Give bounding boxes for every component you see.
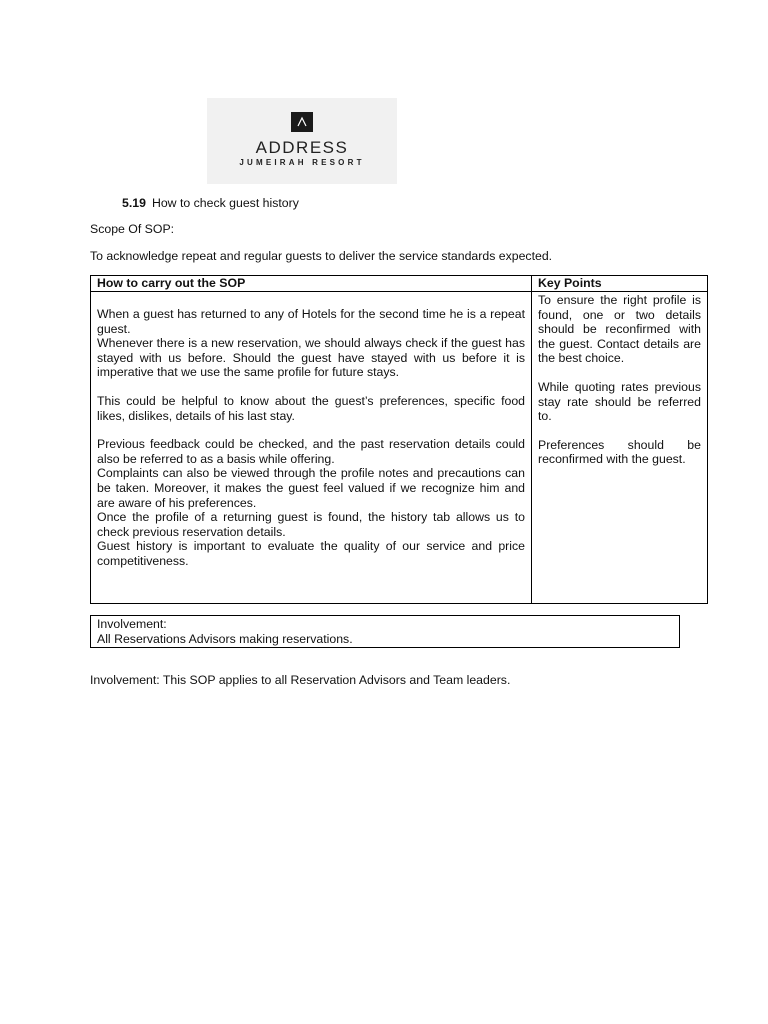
procedure-paragraph: Guest history is important to evaluate the quality of our service and price competitiveness. bbox=[97, 539, 525, 568]
procedure-cell bbox=[91, 292, 532, 604]
section-heading bbox=[122, 196, 299, 210]
involvement-note: Involvement: This SOP applies to all Reservation Advisors and Team leaders. bbox=[90, 673, 511, 687]
procedure-paragraph: Previous feedback could be checked, and the past reservation details could also be referred to as a basis while offering. bbox=[97, 437, 525, 466]
section-title: How to check guest history bbox=[151, 196, 299, 210]
key-point: While quoting rates previous stay rate should be referred to. bbox=[538, 379, 701, 424]
sop-table bbox=[90, 275, 708, 604]
logo-title: ADDRESS bbox=[255, 138, 349, 157]
key-point: To ensure the right profile is found, one or two details should be reconfirmed with the guest. Contact details are the best choice. bbox=[538, 293, 701, 366]
key-points-cell bbox=[532, 292, 708, 604]
procedure-paragraph: This could be helpful to know about the guest’s preferences, specific food likes, dislikes, details of his last stay. bbox=[97, 393, 525, 423]
header-how-to: How to carry out the SOP bbox=[91, 276, 532, 292]
table-row bbox=[91, 292, 708, 604]
section-number: 5.19 bbox=[122, 196, 146, 210]
table-header-row bbox=[91, 276, 708, 292]
logo-subtitle: JUMEIRAH RESORT bbox=[239, 158, 365, 167]
involvement-label: Involvement: bbox=[97, 617, 167, 631]
scope-text: To acknowledge repeat and regular guests to deliver the service standards expected. bbox=[90, 249, 553, 263]
key-point: Preferences should be reconfirmed with the guest. bbox=[538, 437, 701, 467]
logo-mark-icon bbox=[291, 112, 313, 132]
logo bbox=[207, 98, 397, 184]
procedure-paragraph: Once the profile of a returning guest is found, the history tab allows us to check previous reservation details. bbox=[97, 510, 525, 539]
procedure-paragraph: When a guest has returned to any of Hotels for the second time he is a repeat guest. bbox=[97, 307, 525, 336]
procedure-paragraph: Whenever there is a new reservation, we should always check if the guest has stayed with us before. Should the guest have stayed with us before it is imperative that we use the same profile for future stays. bbox=[97, 336, 525, 380]
involvement-text: All Reservations Advisors making reservations. bbox=[97, 631, 353, 646]
scope-label: Scope Of SOP: bbox=[90, 222, 175, 236]
involvement-box bbox=[90, 615, 680, 648]
header-key-points: Key Points bbox=[532, 276, 708, 292]
procedure-paragraph: Complaints can also be viewed through the profile notes and precautions can be taken. Moreover, it makes the guest feel valued if we recognize him and are aware of his preferences. bbox=[97, 466, 525, 510]
